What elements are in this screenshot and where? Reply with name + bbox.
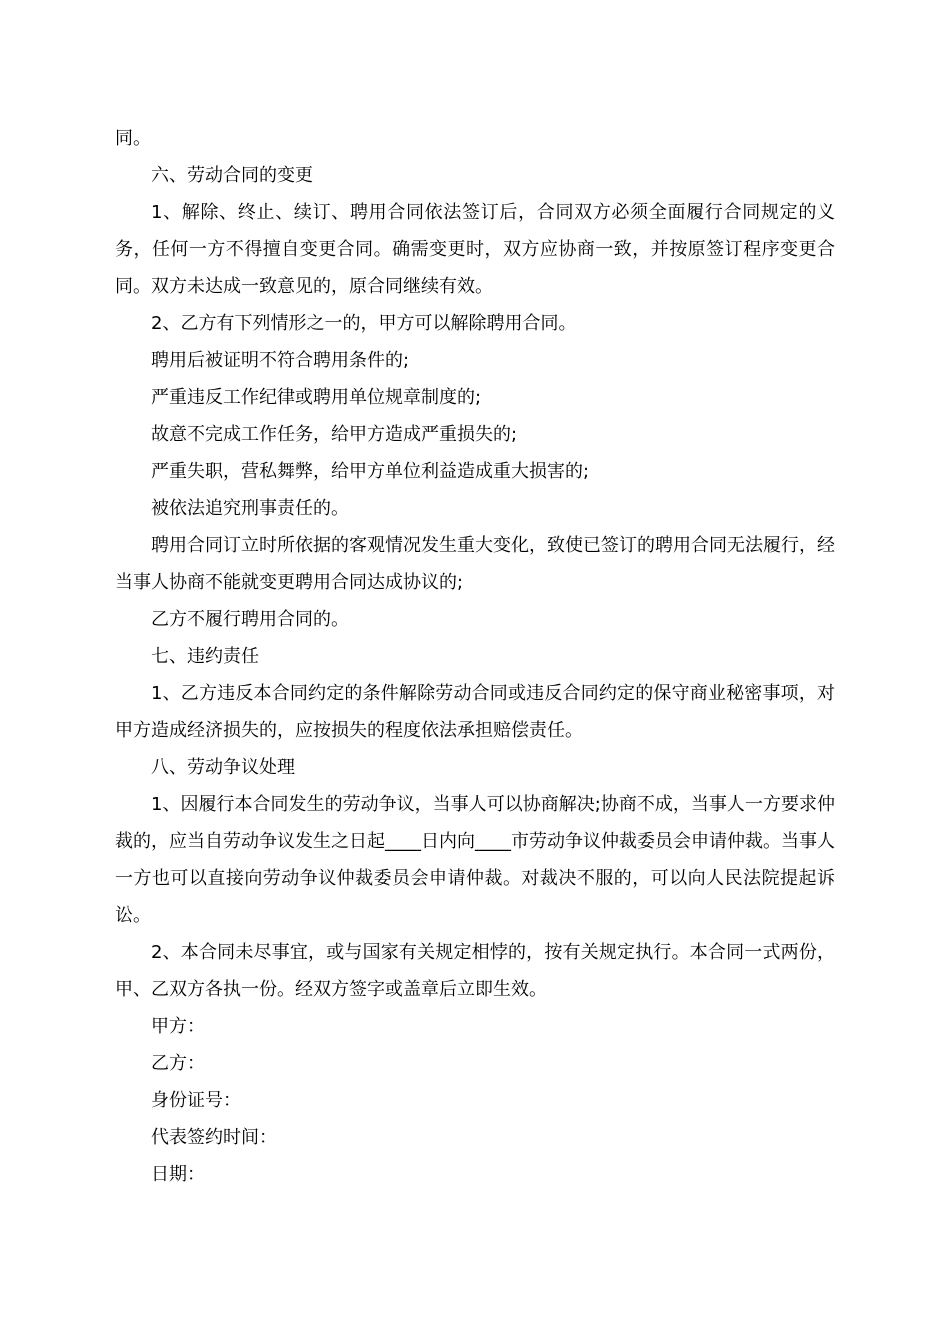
list-item: 故意不完成工作任务，给甲方造成严重损失的;: [151, 424, 518, 445]
paragraph: 1、因履行本合同发生的劳动争议，当事人可以协商解决;协商不成，当事人一方要求仲裁的，应当自劳动争议发生之日起____日内向____市劳动争议仲裁委员会申请仲裁。当事人一方也可以直接向劳动争议仲裁委员会申请仲裁。对裁决不服的，可以向人民法院提起诉讼。: [115, 794, 835, 926]
paragraph: 2、乙方有下列情形之一的，甲方可以解除聘用合同。: [151, 313, 577, 334]
list-item: 乙方不履行聘用合同的。: [151, 609, 349, 630]
signature-party-a: 甲方：: [151, 1016, 205, 1037]
list-item: 被依法追究刑事责任的。: [151, 498, 349, 519]
list-item: 严重失职，营私舞弊，给甲方单位利益造成重大损害的;: [151, 461, 590, 482]
paragraph: 1、解除、终止、续订、聘用合同依法签订后，合同双方必须全面履行合同规定的义务，任何一方不得擅自变更合同。确需变更时，双方应协商一致，并按原签订程序变更合同。双方未达成一致意见的，原合同继续有效。: [115, 202, 835, 297]
section-heading-8: 八、劳动争议处理: [151, 757, 295, 778]
list-item: 严重违反工作纪律或聘用单位规章制度的;: [151, 387, 482, 408]
date-field: 日期：: [151, 1164, 205, 1185]
paragraph: 1、乙方违反本合同约定的条件解除劳动合同或违反合同约定的保守商业秘密事项，对甲方造成经济损失的，应按损失的程度依法承担赔偿责任。: [115, 683, 835, 741]
list-item: 聘用后被证明不符合聘用条件的;: [151, 350, 410, 371]
list-item: 聘用合同订立时所依据的客观情况发生重大变化，致使已签订的聘用合同无法履行，经当事人协商不能就变更聘用合同达成协议的;: [115, 535, 835, 593]
id-number-field: 身份证号：: [151, 1090, 241, 1111]
signature-party-b: 乙方：: [151, 1053, 205, 1074]
sign-time-field: 代表签约时间：: [151, 1127, 277, 1148]
section-heading-7: 七、违约责任: [151, 646, 259, 667]
paragraph: 2、本合同未尽事宜，或与国家有关规定相悖的，按有关规定执行。本合同一式两份，甲、乙双方各执一份。经双方签字或盖章后立即生效。: [115, 942, 835, 1000]
document-body: [115, 120, 835, 1193]
paragraph-continuation: 同。: [115, 128, 151, 149]
section-heading-6: 六、劳动合同的变更: [151, 165, 313, 186]
